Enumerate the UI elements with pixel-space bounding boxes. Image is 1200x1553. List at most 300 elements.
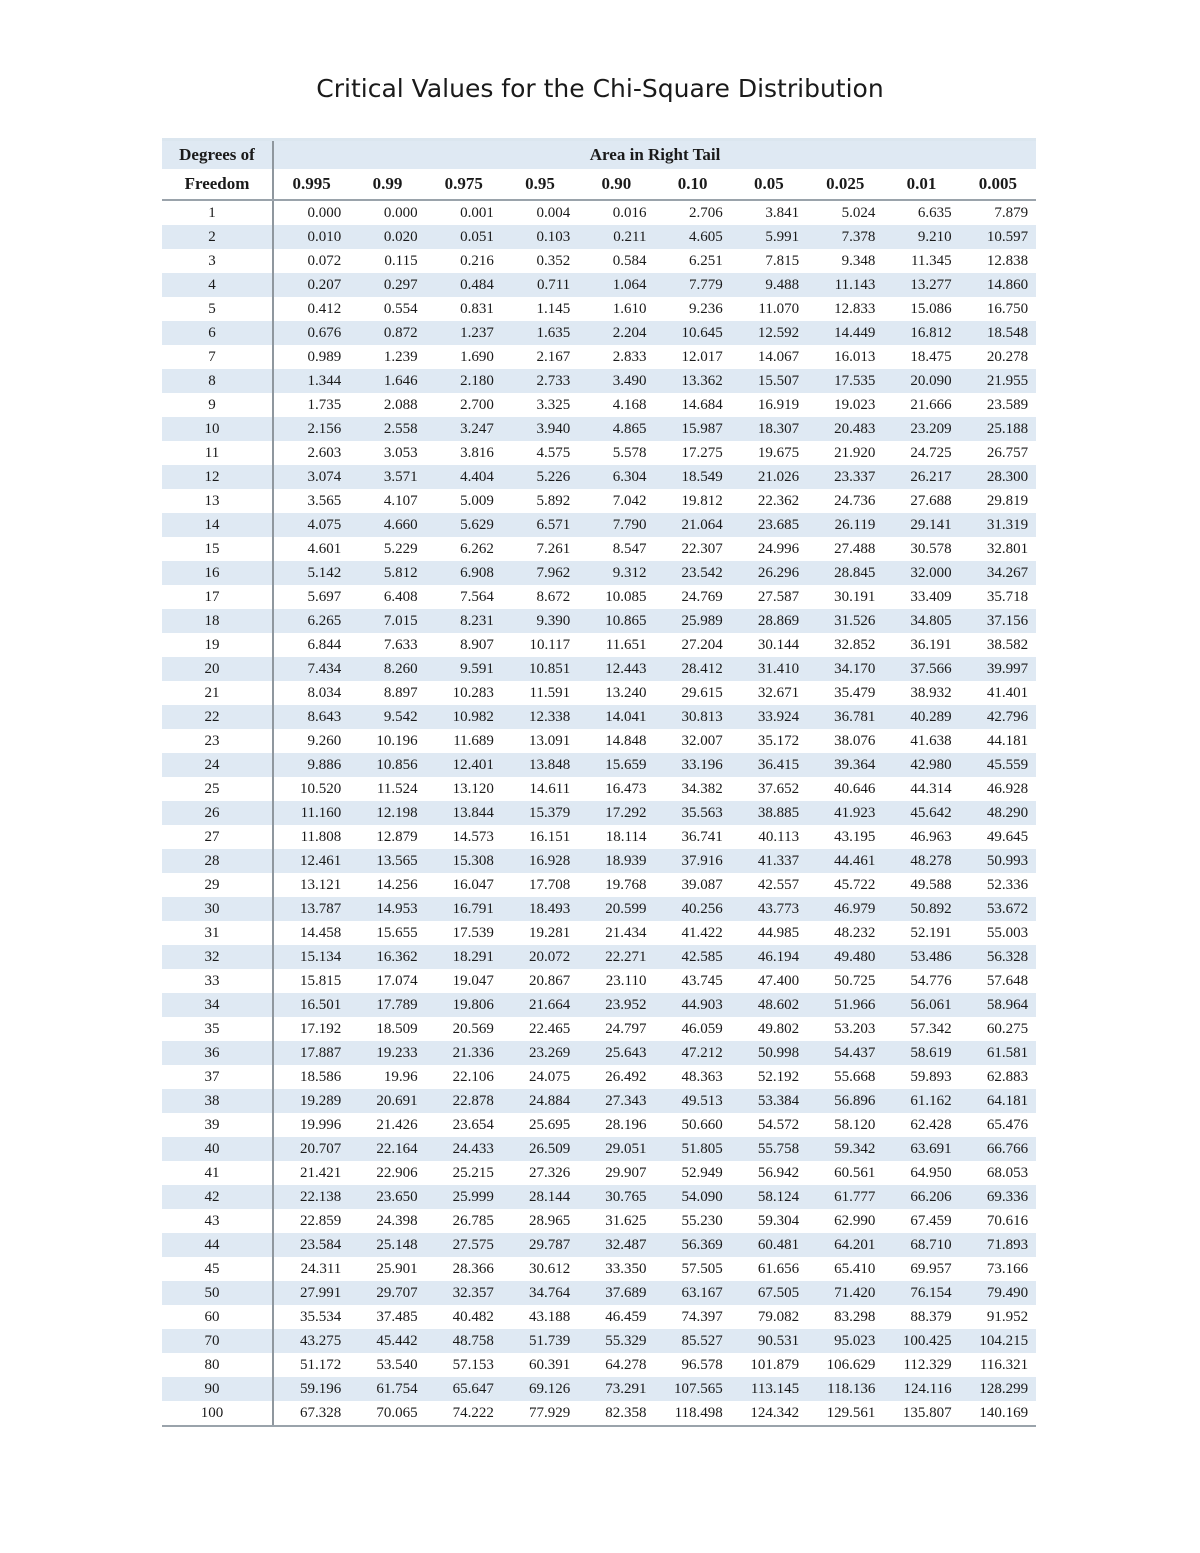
column-header: 0.95 (502, 169, 578, 200)
value-cell: 27.204 (681, 636, 723, 653)
value-cell: 43.195 (834, 828, 876, 845)
value-cell: 52.191 (910, 924, 952, 941)
value-cell: 50.892 (883, 897, 959, 921)
value-cell: 48.363 (681, 1068, 723, 1085)
df-cell: 2 (162, 225, 273, 249)
value-cell: 14.256 (376, 876, 418, 893)
value-cell: 1.610 (612, 300, 647, 317)
value-cell: 19.289 (273, 1089, 349, 1113)
df-cell: 19 (162, 633, 273, 657)
df-cell: 26 (162, 801, 273, 825)
value-cell: 88.379 (910, 1308, 952, 1325)
value-cell: 48.278 (883, 849, 959, 873)
value-cell: 46.979 (807, 897, 883, 921)
value-cell: 6.251 (689, 252, 723, 269)
table-row (162, 777, 1036, 801)
value-cell: 4.107 (383, 492, 418, 509)
value-cell: 2.733 (502, 369, 578, 393)
value-cell: 43.188 (528, 1308, 571, 1325)
value-cell: 39.997 (960, 657, 1036, 681)
table-row (162, 921, 1036, 945)
value-cell: 21.026 (731, 465, 807, 489)
value-cell: 3.490 (578, 369, 654, 393)
df-cell: 22 (162, 705, 273, 729)
value-cell: 18.475 (910, 348, 952, 365)
value-cell: 61.581 (960, 1041, 1036, 1065)
table-row (162, 489, 1036, 513)
value-cell: 79.490 (960, 1281, 1036, 1305)
value-cell: 3.940 (502, 417, 578, 441)
value-cell: 32.801 (986, 540, 1029, 557)
df-cell: 5 (162, 297, 273, 321)
value-cell: 24.433 (426, 1137, 502, 1161)
value-cell: 27.343 (578, 1089, 654, 1113)
value-cell: 23.952 (578, 993, 654, 1017)
column-header: 0.005 (960, 169, 1036, 200)
value-cell: 54.437 (807, 1041, 883, 1065)
value-cell: 113.145 (731, 1377, 807, 1401)
value-cell: 16.501 (273, 993, 349, 1017)
value-cell: 20.691 (349, 1089, 425, 1113)
table-row (162, 993, 1036, 1017)
value-cell: 7.042 (612, 492, 647, 509)
value-cell: 52.949 (681, 1164, 723, 1181)
table-row (162, 1257, 1036, 1281)
value-cell: 50.725 (834, 972, 876, 989)
value-cell: 0.001 (460, 204, 494, 221)
df-cell: 3 (162, 249, 273, 273)
value-cell: 35.534 (300, 1308, 342, 1325)
value-cell: 10.856 (349, 753, 425, 777)
value-cell: 20.072 (502, 945, 578, 969)
table-row (162, 273, 1036, 297)
value-cell: 48.758 (426, 1329, 502, 1353)
value-cell: 19.768 (605, 876, 647, 893)
value-cell: 7.633 (383, 636, 418, 653)
value-cell: 0.115 (384, 252, 418, 269)
table-row (162, 729, 1036, 753)
value-cell: 7.378 (807, 225, 883, 249)
df-cell: 100 (162, 1401, 273, 1426)
value-cell: 28.965 (528, 1212, 571, 1229)
value-cell: 37.652 (757, 780, 800, 797)
value-cell: 35.479 (834, 684, 876, 701)
value-cell: 28.845 (807, 561, 883, 585)
value-cell: 12.443 (578, 657, 654, 681)
value-cell: 9.312 (578, 561, 654, 585)
value-cell: 2.088 (383, 396, 418, 413)
df-header-line1: Degrees of (162, 140, 273, 170)
df-cell: 35 (162, 1017, 273, 1041)
value-cell: 37.689 (578, 1281, 654, 1305)
value-cell: 4.865 (578, 417, 654, 441)
value-cell: 83.298 (834, 1308, 876, 1325)
value-cell: 24.797 (605, 1020, 647, 1037)
value-cell: 55.758 (731, 1137, 807, 1161)
value-cell: 40.289 (883, 705, 959, 729)
value-cell: 15.379 (502, 801, 578, 825)
table-row (162, 1353, 1036, 1377)
value-cell: 48.290 (960, 801, 1036, 825)
table-row (162, 897, 1036, 921)
value-cell: 0.584 (612, 252, 647, 269)
value-cell: 45.559 (960, 753, 1036, 777)
value-cell: 5.229 (383, 540, 418, 557)
value-cell: 23.584 (273, 1233, 349, 1257)
table-row (162, 249, 1036, 273)
value-cell: 19.023 (834, 396, 876, 413)
value-cell: 46.963 (910, 828, 952, 845)
value-cell: 3.841 (765, 204, 800, 221)
value-cell: 0.297 (349, 273, 425, 297)
value-cell: 0.000 (383, 204, 418, 221)
value-cell: 2.204 (578, 321, 654, 345)
value-cell: 40.482 (452, 1308, 494, 1325)
value-cell: 64.201 (807, 1233, 883, 1257)
value-cell: 16.750 (986, 300, 1029, 317)
value-cell: 23.337 (807, 465, 883, 489)
value-cell: 14.953 (349, 897, 425, 921)
value-cell: 57.342 (910, 1020, 952, 1037)
value-cell: 30.813 (654, 705, 730, 729)
value-cell: 62.990 (834, 1212, 876, 1229)
value-cell: 3.571 (349, 465, 425, 489)
value-cell: 4.075 (273, 513, 349, 537)
value-cell: 12.833 (834, 300, 876, 317)
value-cell: 2.603 (307, 444, 342, 461)
value-cell: 56.061 (883, 993, 959, 1017)
value-cell: 53.384 (731, 1089, 807, 1113)
value-cell: 5.009 (460, 492, 494, 509)
value-cell: 0.016 (612, 204, 647, 221)
value-cell: 17.535 (807, 369, 883, 393)
value-cell: 51.172 (300, 1356, 342, 1373)
value-cell: 16.362 (349, 945, 425, 969)
value-cell: 15.308 (426, 849, 502, 873)
df-cell: 43 (162, 1209, 273, 1233)
value-cell: 140.169 (960, 1401, 1036, 1426)
value-cell: 28.412 (654, 657, 730, 681)
table-row (162, 1017, 1036, 1041)
value-cell: 21.064 (654, 513, 730, 537)
value-cell: 0.072 (307, 252, 342, 269)
value-cell: 2.833 (612, 348, 647, 365)
value-cell: 23.209 (883, 417, 959, 441)
value-cell: 1.145 (536, 300, 571, 317)
df-cell: 18 (162, 609, 273, 633)
value-cell: 22.307 (681, 540, 723, 557)
value-cell: 1.237 (426, 321, 502, 345)
value-cell: 100.425 (883, 1329, 959, 1353)
value-cell: 31.410 (731, 657, 807, 681)
table-row (162, 705, 1036, 729)
value-cell: 29.141 (883, 513, 959, 537)
value-cell: 24.996 (757, 540, 800, 557)
value-cell: 3.816 (460, 444, 494, 461)
table-row (162, 1233, 1036, 1257)
value-cell: 7.779 (654, 273, 730, 297)
value-cell: 15.086 (910, 300, 952, 317)
value-cell: 61.162 (883, 1089, 959, 1113)
df-cell: 11 (162, 441, 273, 465)
value-cell: 33.196 (654, 753, 730, 777)
value-cell: 17.539 (452, 924, 494, 941)
value-cell: 2.167 (536, 348, 571, 365)
value-cell: 9.591 (426, 657, 502, 681)
chi-square-table (162, 138, 1036, 1427)
value-cell: 6.304 (578, 465, 654, 489)
value-cell: 5.892 (536, 492, 571, 509)
value-cell: 35.563 (654, 801, 730, 825)
value-cell: 6.265 (273, 609, 349, 633)
value-cell: 38.932 (910, 684, 952, 701)
value-cell: 10.597 (960, 225, 1036, 249)
value-cell: 26.785 (452, 1212, 494, 1229)
value-cell: 51.966 (807, 993, 883, 1017)
value-cell: 21.421 (300, 1164, 342, 1181)
value-cell: 46.194 (731, 945, 807, 969)
value-cell: 85.527 (654, 1329, 730, 1353)
value-cell: 29.051 (578, 1137, 654, 1161)
value-cell: 10.196 (376, 732, 418, 749)
value-cell: 57.648 (986, 972, 1029, 989)
column-header: 0.05 (731, 169, 807, 200)
value-cell: 64.950 (910, 1164, 952, 1181)
value-cell: 12.017 (681, 348, 723, 365)
value-cell: 6.408 (383, 588, 418, 605)
value-cell: 0.352 (536, 252, 571, 269)
value-cell: 27.587 (757, 588, 800, 605)
df-cell: 7 (162, 345, 273, 369)
df-cell: 90 (162, 1377, 273, 1401)
value-cell: 16.791 (426, 897, 502, 921)
value-cell: 37.566 (883, 657, 959, 681)
value-cell: 22.859 (300, 1212, 342, 1229)
value-cell: 34.764 (502, 1281, 578, 1305)
value-cell: 7.261 (536, 540, 571, 557)
value-cell: 13.362 (654, 369, 730, 393)
value-cell: 24.398 (376, 1212, 418, 1229)
value-cell: 12.461 (273, 849, 349, 873)
df-cell: 23 (162, 729, 273, 753)
value-cell: 40.113 (758, 828, 800, 845)
table-row (162, 849, 1036, 873)
value-cell: 30.765 (578, 1185, 654, 1209)
value-cell: 55.668 (834, 1068, 876, 1085)
value-cell: 13.787 (273, 897, 349, 921)
value-cell: 8.231 (426, 609, 502, 633)
value-cell: 44.461 (807, 849, 883, 873)
value-cell: 12.338 (502, 705, 578, 729)
table-row (162, 681, 1036, 705)
value-cell: 10.117 (529, 636, 571, 653)
value-cell: 11.524 (376, 780, 418, 797)
value-cell: 5.578 (612, 444, 647, 461)
value-cell: 36.741 (681, 828, 723, 845)
table-row (162, 1401, 1036, 1426)
value-cell: 107.565 (654, 1377, 730, 1401)
value-cell: 43.745 (681, 972, 723, 989)
df-cell: 45 (162, 1257, 273, 1281)
value-cell: 14.573 (452, 828, 494, 845)
table-row (162, 200, 1036, 225)
value-cell: 51.739 (502, 1329, 578, 1353)
value-cell: 14.611 (529, 780, 571, 797)
value-cell: 28.144 (502, 1185, 578, 1209)
value-cell: 38.076 (834, 732, 876, 749)
value-cell: 55.329 (578, 1329, 654, 1353)
value-cell: 35.718 (986, 588, 1029, 605)
value-cell: 5.629 (426, 513, 502, 537)
value-cell: 0.412 (307, 300, 342, 317)
value-cell: 118.136 (807, 1377, 883, 1401)
value-cell: 13.121 (300, 876, 342, 893)
table-row (162, 753, 1036, 777)
value-cell: 32.852 (834, 636, 876, 653)
value-cell: 9.542 (349, 705, 425, 729)
value-cell: 49.645 (986, 828, 1029, 845)
value-cell: 26.492 (605, 1068, 647, 1085)
value-cell: 3.247 (426, 417, 502, 441)
value-cell: 27.991 (273, 1281, 349, 1305)
value-cell: 6.571 (502, 513, 578, 537)
df-cell: 32 (162, 945, 273, 969)
value-cell: 23.542 (654, 561, 730, 585)
value-cell: 42.980 (883, 753, 959, 777)
df-cell: 15 (162, 537, 273, 561)
table-row (162, 561, 1036, 585)
df-cell: 6 (162, 321, 273, 345)
value-cell: 8.643 (273, 705, 349, 729)
df-cell: 50 (162, 1281, 273, 1305)
table-row (162, 873, 1036, 897)
value-cell: 7.790 (578, 513, 654, 537)
table-row (162, 633, 1036, 657)
value-cell: 16.928 (502, 849, 578, 873)
table-row (162, 969, 1036, 993)
table-row (162, 1281, 1036, 1305)
value-cell: 3.325 (536, 396, 571, 413)
value-cell: 16.013 (834, 348, 876, 365)
value-cell: 57.153 (452, 1356, 494, 1373)
value-cell: 13.120 (452, 780, 494, 797)
value-cell: 54.090 (654, 1185, 730, 1209)
value-cell: 79.082 (757, 1308, 800, 1325)
value-cell: 18.493 (502, 897, 578, 921)
value-cell: 17.708 (528, 876, 571, 893)
value-cell: 0.554 (383, 300, 418, 317)
value-cell: 39.087 (681, 876, 723, 893)
value-cell: 48.602 (731, 993, 807, 1017)
value-cell: 7.434 (273, 657, 349, 681)
value-cell: 13.565 (349, 849, 425, 873)
value-cell: 0.216 (460, 252, 494, 269)
value-cell: 24.884 (502, 1089, 578, 1113)
value-cell: 69.126 (502, 1377, 578, 1401)
value-cell: 20.867 (528, 972, 571, 989)
value-cell: 28.366 (452, 1260, 494, 1277)
df-cell: 40 (162, 1137, 273, 1161)
value-cell: 12.879 (376, 828, 418, 845)
value-cell: 11.651 (605, 636, 647, 653)
value-cell: 9.390 (502, 609, 578, 633)
value-cell: 27.488 (834, 540, 876, 557)
value-cell: 3.074 (273, 465, 349, 489)
value-cell: 4.660 (349, 513, 425, 537)
value-cell: 106.629 (826, 1356, 876, 1373)
value-cell: 34.170 (807, 657, 883, 681)
value-cell: 52.336 (986, 876, 1029, 893)
value-cell: 16.151 (528, 828, 571, 845)
value-cell: 49.802 (757, 1020, 800, 1037)
value-cell: 13.091 (528, 732, 571, 749)
value-cell: 1.344 (273, 369, 349, 393)
value-cell: 11.689 (453, 732, 494, 749)
value-cell: 22.362 (757, 492, 800, 509)
value-cell: 47.400 (757, 972, 800, 989)
value-cell: 7.815 (765, 252, 800, 269)
value-cell: 68.710 (883, 1233, 959, 1257)
value-cell: 49.588 (910, 876, 952, 893)
value-cell: 46.459 (605, 1308, 647, 1325)
value-cell: 53.672 (960, 897, 1036, 921)
value-cell: 58.124 (731, 1185, 807, 1209)
value-cell: 45.722 (834, 876, 876, 893)
value-cell: 10.520 (300, 780, 342, 797)
table-row (162, 441, 1036, 465)
value-cell: 24.769 (681, 588, 723, 605)
value-cell: 42.557 (757, 876, 800, 893)
value-cell: 16.812 (883, 321, 959, 345)
value-cell: 44.903 (654, 993, 730, 1017)
value-cell: 31.319 (960, 513, 1036, 537)
value-cell: 66.206 (883, 1185, 959, 1209)
value-cell: 47.212 (654, 1041, 730, 1065)
value-cell: 29.907 (605, 1164, 647, 1181)
value-cell: 42.796 (960, 705, 1036, 729)
value-cell: 26.757 (986, 444, 1029, 461)
value-cell: 11.808 (300, 828, 342, 845)
value-cell: 44.181 (986, 732, 1029, 749)
value-cell: 50.998 (731, 1041, 807, 1065)
value-cell: 35.172 (757, 732, 800, 749)
value-cell: 1.690 (460, 348, 494, 365)
table-row (162, 1209, 1036, 1233)
value-cell: 25.188 (960, 417, 1036, 441)
value-cell: 71.893 (960, 1233, 1036, 1257)
value-cell: 54.572 (757, 1116, 800, 1133)
value-cell: 65.647 (426, 1377, 502, 1401)
value-cell: 19.047 (452, 972, 494, 989)
value-cell: 6.844 (307, 636, 342, 653)
value-cell: 25.148 (349, 1233, 425, 1257)
value-cell: 5.142 (273, 561, 349, 585)
df-cell: 70 (162, 1329, 273, 1353)
value-cell: 30.191 (834, 588, 876, 605)
value-cell: 0.010 (273, 225, 349, 249)
value-cell: 5.812 (349, 561, 425, 585)
table-row (162, 465, 1036, 489)
value-cell: 24.725 (910, 444, 952, 461)
df-cell: 17 (162, 585, 273, 609)
value-cell: 74.222 (426, 1401, 502, 1426)
value-cell: 32.357 (426, 1281, 502, 1305)
value-cell: 118.498 (654, 1401, 730, 1426)
value-cell: 65.476 (986, 1116, 1029, 1133)
value-cell: 0.484 (426, 273, 502, 297)
value-cell: 116.321 (979, 1356, 1029, 1373)
value-cell: 13.240 (605, 684, 647, 701)
